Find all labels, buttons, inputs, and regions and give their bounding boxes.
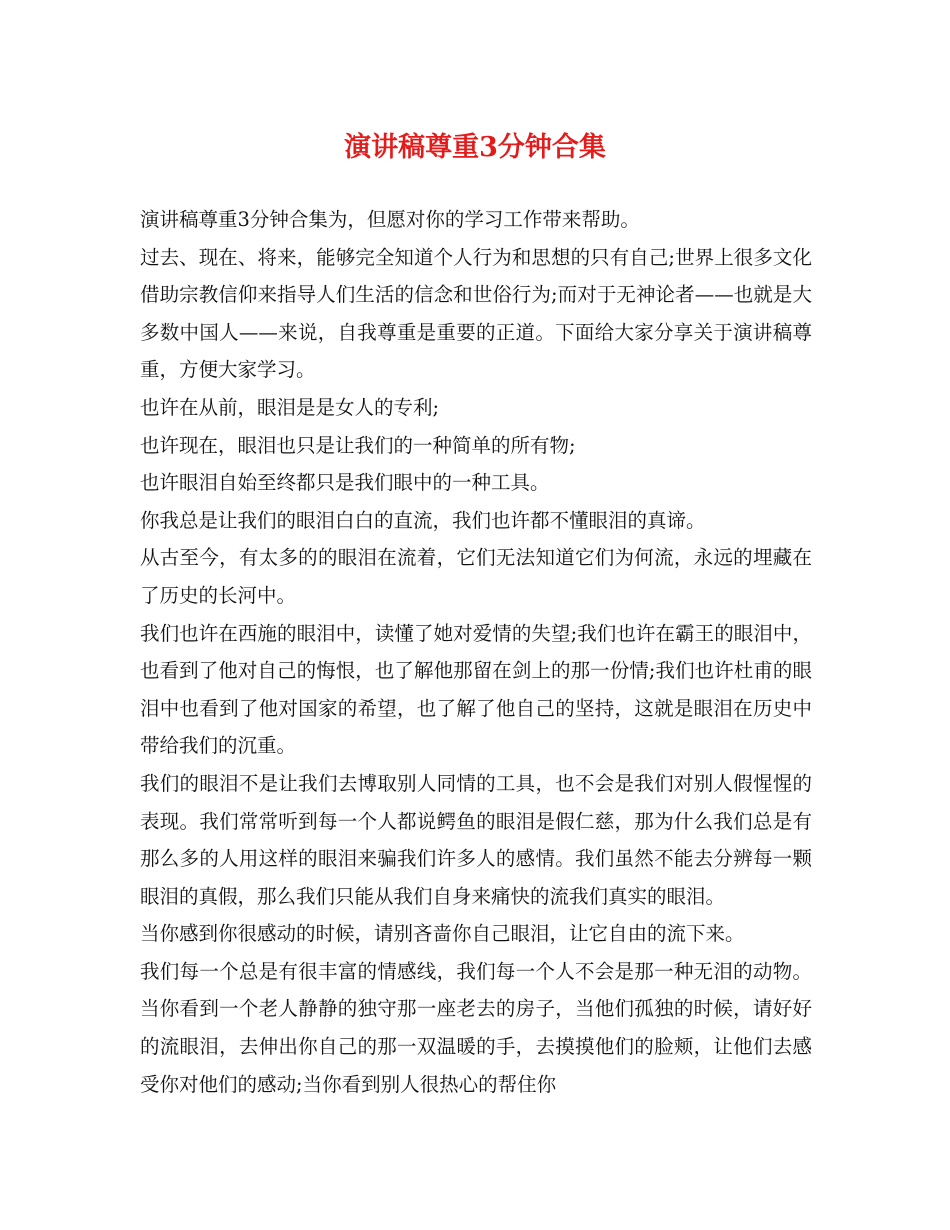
paragraph-past: 也许在从前，眼泪是是女人的专利;	[140, 395, 440, 419]
paragraph-historical-figures: 我们也许在西施的眼泪中，读懂了她对爱情的失望;我们也许在霸王的眼泪中，也看到了他对自己的悔恨，也了解他那留在剑上的那一份情;我们也许杜甫的眼泪中也看到了他对国家的希望，也了解了他自己的坚持，这就是眼泪在历史中带给我们的沉重。	[140, 621, 812, 758]
document-title: 演讲稿尊重3分钟合集	[344, 132, 606, 163]
paragraph-truth: 你我总是让我们的眼泪白白的直流，我们也许都不懂眼泪的真谛。	[140, 508, 706, 532]
paragraph-self-respect: 过去、现在、将来，能够完全知道个人行为和思想的只有自己;世界上很多文化借助宗教信仰来指导人们生活的信念和世俗行为;而对于无神论者——也就是大多数中国人——来说，自我尊重是重要的正道。下面给大家分享关于演讲稿尊重，方便大家学习。	[140, 245, 812, 382]
paragraph-history: 从古至今，有太多的的眼泪在流着，它们无法知道它们为何流，永远的埋藏在了历史的长河中。	[140, 546, 812, 607]
paragraph-crocodile-tears: 我们的眼泪不是让我们去博取别人同情的工具，也不会是我们对别人假惺惺的表现。我们常常听到每一个人都说鳄鱼的眼泪是假仁慈，那为什么我们总是有那么多的人用这样的眼泪来骗我们许多人的感情。我们虽然不能去分辨每一颗眼泪的真假，那么我们只能从我们自身来痛快的流我们真实的眼泪。	[140, 771, 812, 908]
document-body	[140, 201, 812, 1103]
paragraph-tool: 也许眼泪自始至终都只是我们眼中的一种工具。	[140, 471, 550, 495]
paragraph-emotions: 我们每一个总是有很丰富的情感线，我们每一个人不会是那一种无泪的动物。当你看到一个老人静静的独守那一座老去的房子，当他们孤独的时候，请好好的流眼泪，去伸出你自己的那一双温暖的手，去摸摸他们的脸颊，让他们去感受你对他们的感动;当你看到别人很热心的帮住你	[140, 959, 812, 1096]
paragraph-moved: 当你感到你很感动的时候，请别吝啬你自己眼泪，让它自由的流下来。	[140, 922, 745, 946]
paragraph-intro: 演讲稿尊重3分钟合集为，但愿对你的学习工作带来帮助。	[140, 208, 640, 231]
paragraph-present: 也许现在，眼泪也只是让我们的一种简单的所有物;	[140, 433, 576, 457]
